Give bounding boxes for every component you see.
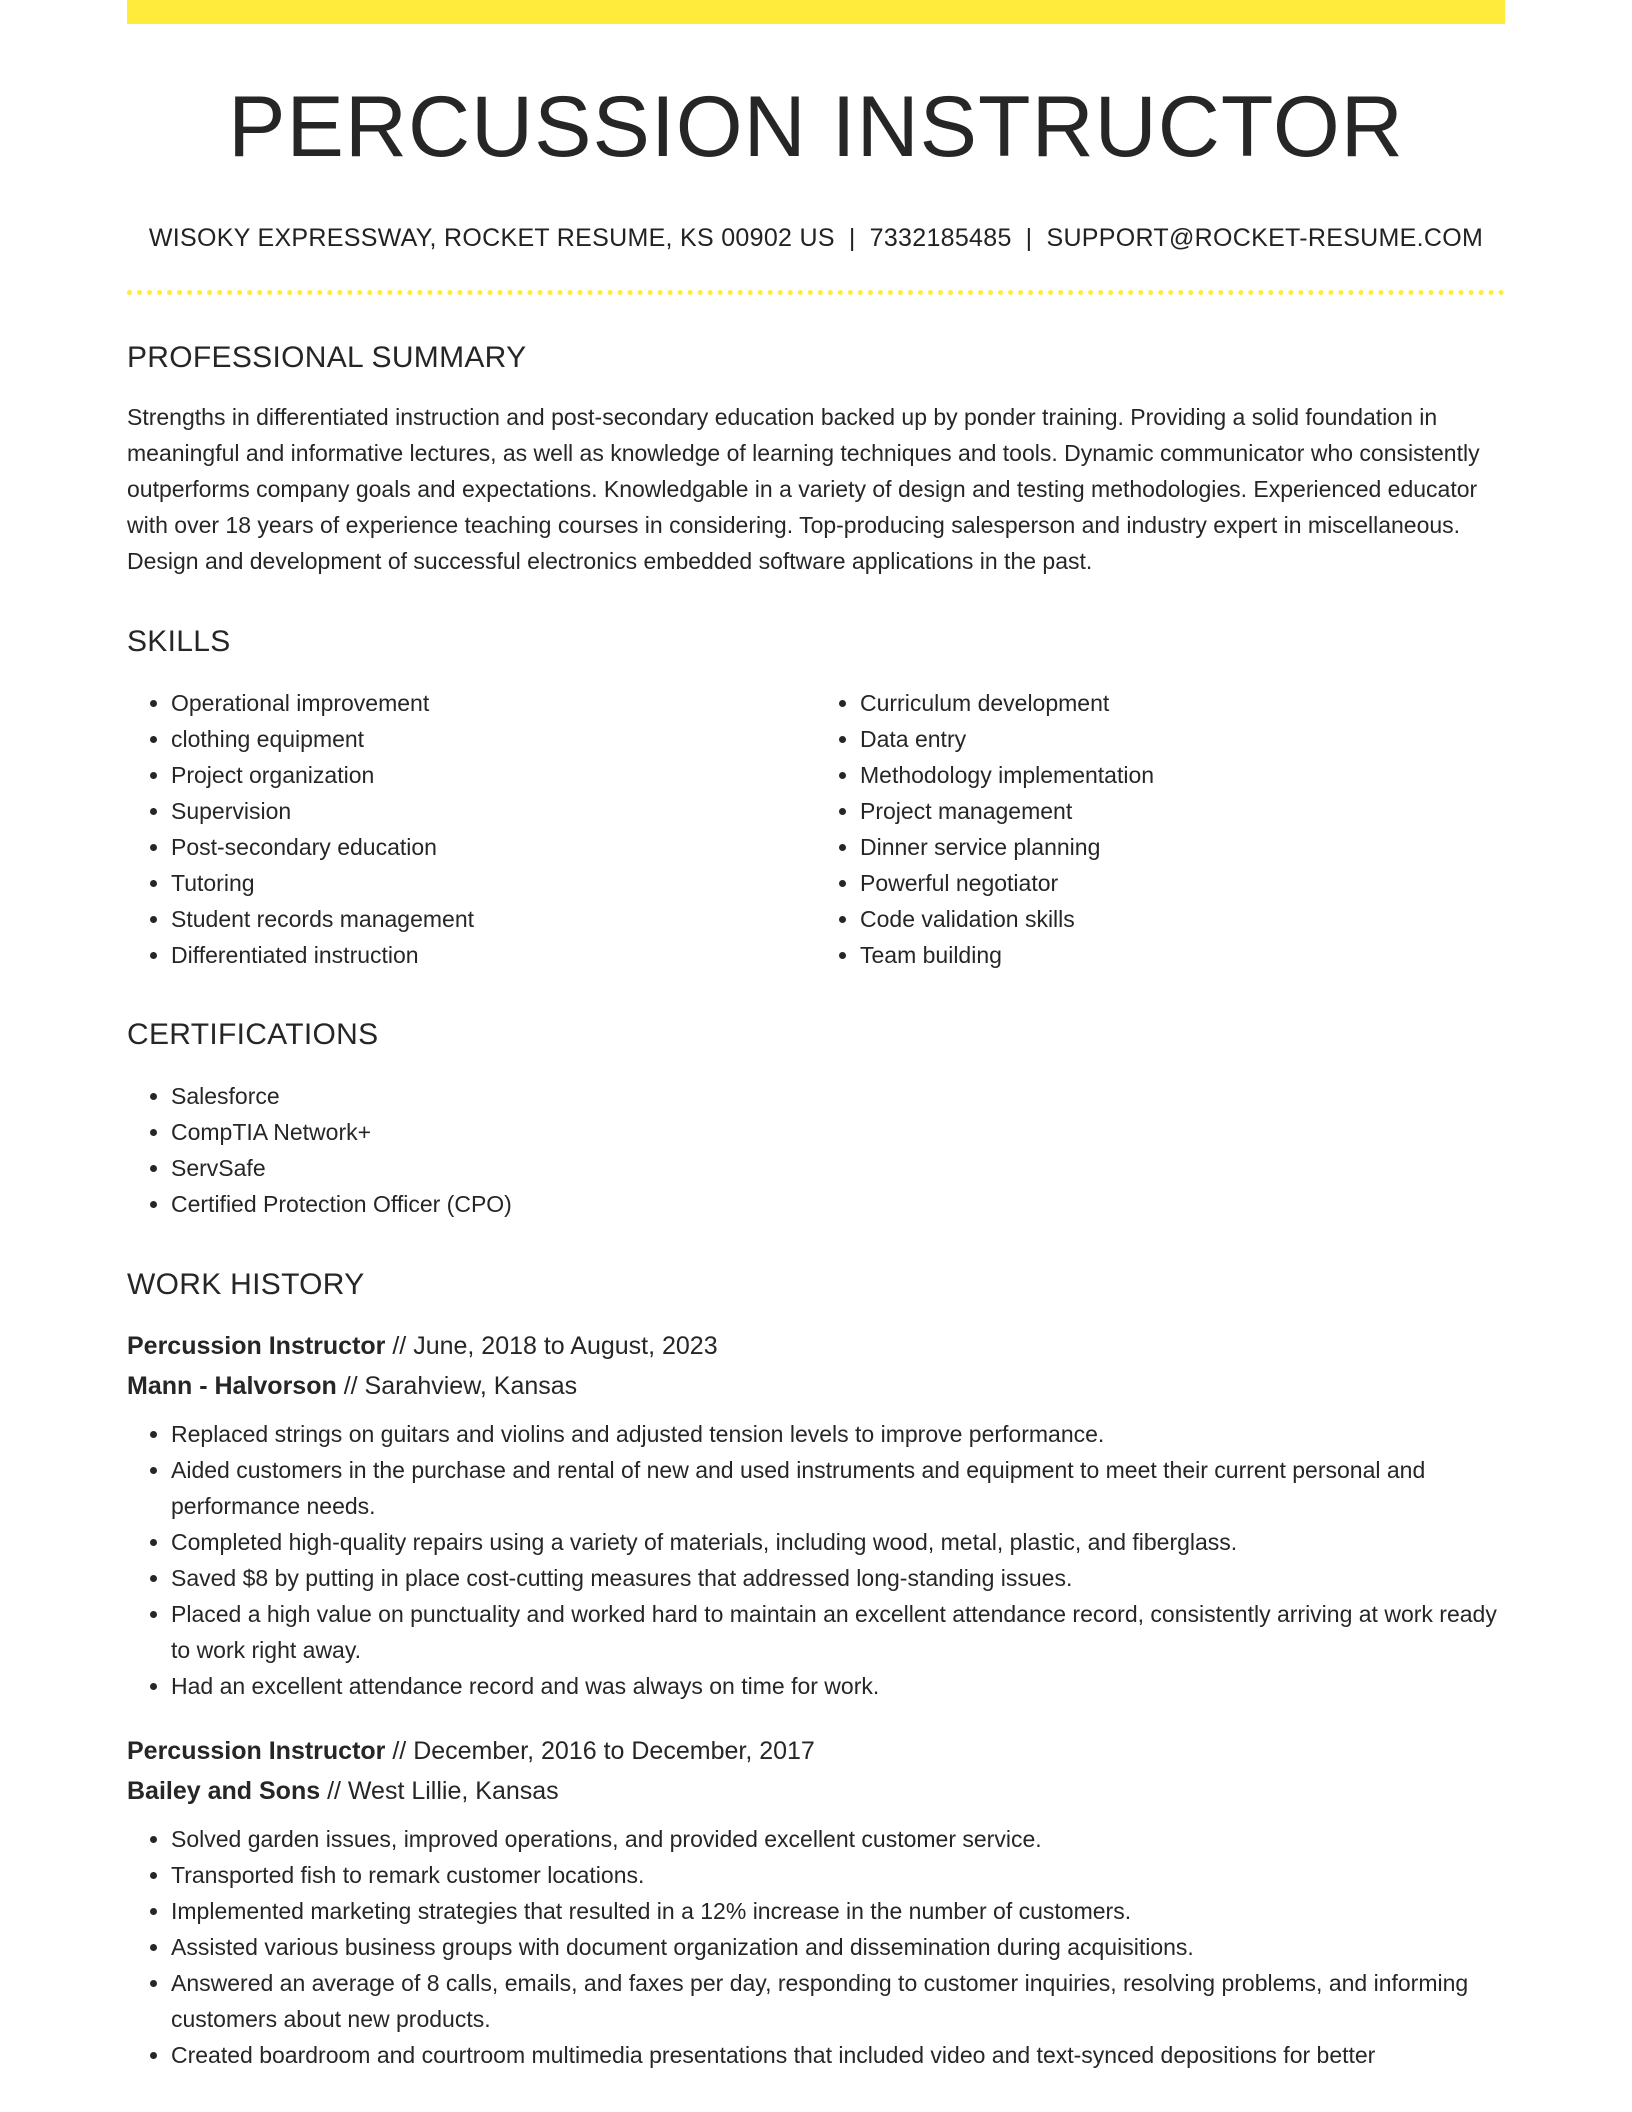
job-bullet: • Created boardroom and courtroom multimedia presentations that included video and text-synced depositions for better <box>171 2037 1505 2073</box>
summary-heading: PROFESSIONAL SUMMARY <box>127 341 527 375</box>
job-company: Mann - Halvorson <box>127 1372 337 1401</box>
top-accent-bar <box>127 0 1505 24</box>
skills-section <box>127 625 1505 973</box>
certification-item: • CompTIA Network+ <box>171 1114 1505 1150</box>
job-title: Percussion Instructor <box>127 1332 386 1361</box>
job-company: Bailey and Sons <box>127 1777 321 1806</box>
resume-name: PERCUSSION INSTRUCTOR <box>228 79 1404 175</box>
contact-phone: 7332185485 <box>869 224 1012 253</box>
job-bullet: • Transported fish to remark customer locations. <box>171 1857 1505 1893</box>
skill-item: • Project management <box>860 793 1505 829</box>
job-bullets <box>127 1821 1505 2073</box>
work-history-heading: WORK HISTORY <box>127 1268 365 1302</box>
skill-item: • Supervision <box>171 793 816 829</box>
contact-email[interactable]: SUPPORT@ROCKET-RESUME.COM <box>1046 224 1484 253</box>
contact-separator: | <box>848 224 856 253</box>
skill-item: • clothing equipment <box>171 721 816 757</box>
skills-columns <box>127 685 1505 973</box>
skill-item: • Student records management <box>171 901 816 937</box>
certification-item: • Salesforce <box>171 1078 1505 1114</box>
summary-section <box>127 341 1505 579</box>
certifications-section <box>127 1018 1505 1222</box>
job-dates: // June, 2018 to August, 2023 <box>385 1332 718 1361</box>
job-entry <box>127 1731 1505 2073</box>
work-history-section <box>127 1268 1505 2073</box>
job-location: // Sarahview, Kansas <box>336 1372 578 1401</box>
job-title: Percussion Instructor <box>127 1737 386 1766</box>
job-bullet: • Saved $8 by putting in place cost-cutting measures that addressed long-standing issues. <box>171 1560 1505 1596</box>
job-title-line <box>127 1731 1505 1771</box>
skill-item: • Curriculum development <box>860 685 1505 721</box>
skills-right-column <box>816 685 1505 973</box>
skill-item: • Data entry <box>860 721 1505 757</box>
job-location: // West Lillie, Kansas <box>320 1777 559 1806</box>
job-entry <box>127 1326 1505 1704</box>
job-bullet: • Implemented marketing strategies that resulted in a 12% increase in the number of customers. <box>171 1893 1505 1929</box>
summary-text: Strengths in differentiated instruction and post-secondary education backed up by ponder training. Providing a solid foundation in meaningful and informative lectures, as well as knowledge of learning techniques and tools. Dynamic communicator who consistently outperforms company goals and expectations. Knowledgable in a variety of design and testing methodologies. Experienced educator with over 18 years of experience teaching courses in considering. Top-producing salesperson and industry expert in miscellaneous. Design and development of successful electronics embedded software applications in the past. <box>127 404 1480 575</box>
job-bullet: • Answered an average of 8 calls, emails, and faxes per day, responding to customer inquiries, resolving problems, and informing customers about new products. <box>171 1965 1505 2037</box>
contact-address: WISOKY EXPRESSWAY, ROCKET RESUME, KS 00902 US <box>148 224 835 253</box>
skill-item: • Team building <box>860 937 1505 973</box>
contact-separator: | <box>1025 224 1033 253</box>
skills-left-column <box>127 685 816 973</box>
contact-line <box>127 224 1505 253</box>
skill-item: • Tutoring <box>171 865 816 901</box>
job-bullet: • Completed high-quality repairs using a variety of materials, including wood, metal, plastic, and fiberglass. <box>171 1524 1505 1560</box>
skill-item: • Operational improvement <box>171 685 816 721</box>
job-bullet: • Had an excellent attendance record and was always on time for work. <box>171 1668 1505 1704</box>
job-bullet: • Aided customers in the purchase and rental of new and used instruments and equipment to meet their current personal and performance needs. <box>171 1452 1505 1524</box>
resume-page <box>127 0 1505 2073</box>
skill-item: • Differentiated instruction <box>171 937 816 973</box>
job-bullet: • Placed a high value on punctuality and worked hard to maintain an excellent attendance record, consistently arriving at work ready to work right away. <box>171 1596 1505 1668</box>
certifications-heading: CERTIFICATIONS <box>127 1018 379 1052</box>
job-bullet: • Replaced strings on guitars and violins and adjusted tension levels to improve performance. <box>171 1416 1505 1452</box>
job-bullet: • Solved garden issues, improved operations, and provided excellent customer service. <box>171 1821 1505 1857</box>
job-dates: // December, 2016 to December, 2017 <box>385 1737 815 1766</box>
job-bullet: • Assisted various business groups with document organization and dissemination during acquisitions. <box>171 1929 1505 1965</box>
skill-item: • Project organization <box>171 757 816 793</box>
skill-item: • Post-secondary education <box>171 829 816 865</box>
job-title-line <box>127 1326 1505 1366</box>
skills-right-list <box>816 685 1505 973</box>
skill-item: • Dinner service planning <box>860 829 1505 865</box>
certifications-list <box>127 1078 1505 1222</box>
skill-item: • Code validation skills <box>860 901 1505 937</box>
skills-heading: SKILLS <box>127 625 231 659</box>
certification-item: • Certified Protection Officer (CPO) <box>171 1186 1505 1222</box>
skills-left-list <box>127 685 816 973</box>
dotted-divider <box>127 290 1505 295</box>
certification-item: • ServSafe <box>171 1150 1505 1186</box>
job-company-line <box>127 1366 1505 1406</box>
skill-item: • Powerful negotiator <box>860 865 1505 901</box>
job-company-line <box>127 1771 1505 1811</box>
skill-item: • Methodology implementation <box>860 757 1505 793</box>
job-bullets <box>127 1416 1505 1704</box>
